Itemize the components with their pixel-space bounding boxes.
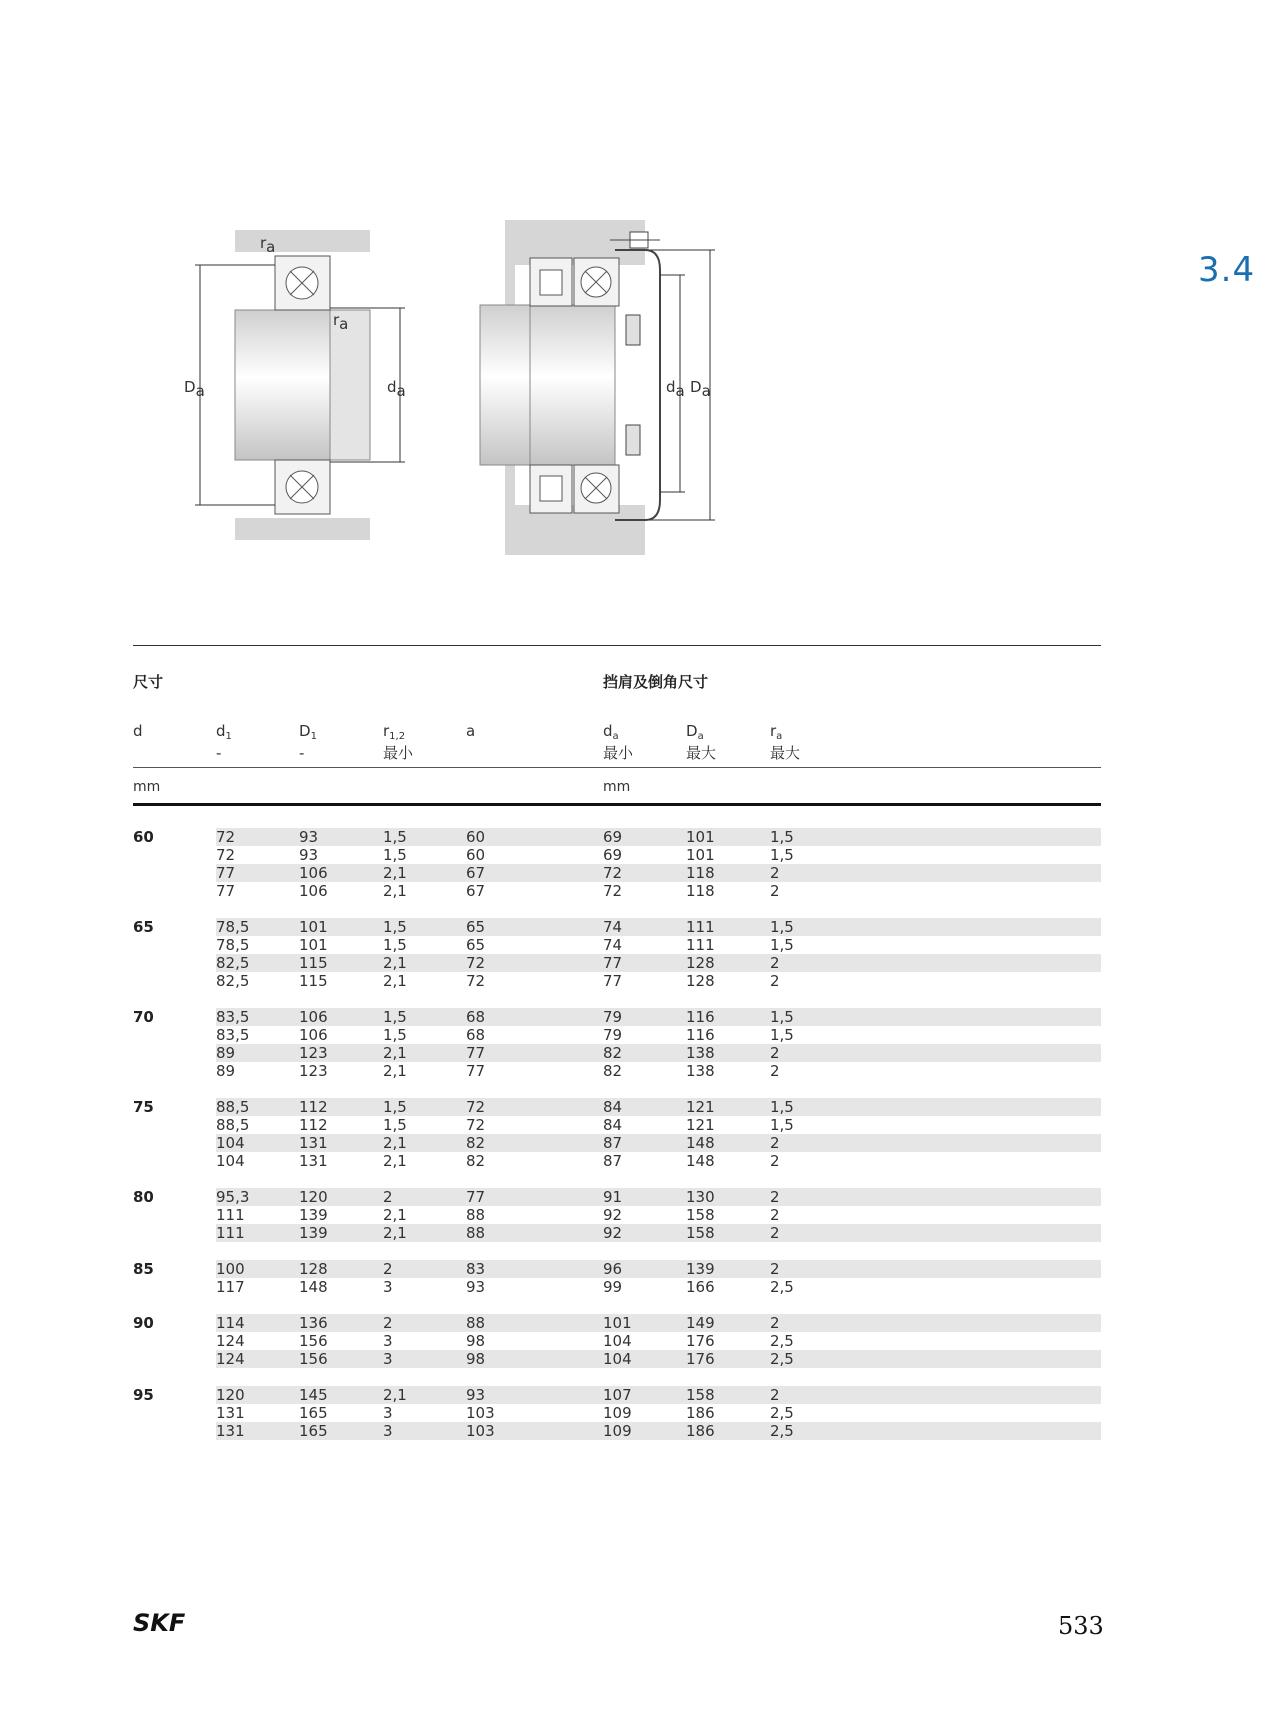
Da-cell: 186	[686, 1422, 715, 1440]
Da-cell: 118	[686, 882, 715, 900]
r12-cell: 3	[383, 1404, 393, 1422]
da-cell: 87	[603, 1152, 623, 1170]
D1-cell: 156	[299, 1350, 328, 1368]
D1-cell: 165	[299, 1422, 328, 1440]
r12-cell: 3	[383, 1422, 393, 1440]
D1-cell: 93	[299, 846, 319, 864]
ra-cell: 2	[770, 972, 780, 990]
table-row	[216, 1350, 1101, 1368]
da-cell: 79	[603, 1026, 623, 1044]
Da-cell: 148	[686, 1134, 715, 1152]
Da-cell: 118	[686, 864, 715, 882]
ra-cell: 2,5	[770, 1422, 794, 1440]
table-group	[133, 1386, 1101, 1440]
a-cell: 60	[466, 846, 486, 864]
table-row	[216, 846, 1101, 864]
Da-cell: 101	[686, 846, 715, 864]
ra-cell: 1,5	[770, 846, 794, 864]
table-row	[216, 1278, 1101, 1296]
table-group	[133, 1260, 1101, 1296]
table-row	[216, 1404, 1101, 1422]
da-cell: 77	[603, 972, 623, 990]
da-cell: 69	[603, 828, 623, 846]
col-head-da: $d_a$ 最小	[603, 722, 634, 762]
table-group	[133, 918, 1101, 990]
col-head-r12: $r_{1,2}$ 最小	[383, 722, 414, 762]
table-row	[216, 1206, 1101, 1224]
da-cell: 69	[603, 846, 623, 864]
a-cell: 82	[466, 1152, 486, 1170]
a-cell: 98	[466, 1350, 486, 1368]
da-cell: 82	[603, 1062, 623, 1080]
a-cell: 72	[466, 972, 486, 990]
ra-cell: 2	[770, 1314, 780, 1332]
Da-cell: 128	[686, 954, 715, 972]
r12-cell: 2,1	[383, 1386, 407, 1404]
mounting-drawings	[184, 220, 790, 560]
label-da-right: da	[666, 378, 685, 400]
D1-cell: 131	[299, 1134, 328, 1152]
D1-cell: 128	[299, 1260, 328, 1278]
Da-cell: 101	[686, 828, 715, 846]
table-row	[216, 1314, 1101, 1332]
r12-cell: 3	[383, 1332, 393, 1350]
r12-cell: 2,1	[383, 864, 407, 882]
D1-cell: 123	[299, 1044, 328, 1062]
unit-right: mm	[603, 779, 631, 795]
r12-cell: 1,5	[383, 1008, 407, 1026]
table-row	[216, 1260, 1101, 1278]
ra-cell: 1,5	[770, 1026, 794, 1044]
d1-cell: 72	[216, 846, 236, 864]
ra-cell: 2	[770, 1152, 780, 1170]
ra-cell: 2,5	[770, 1332, 794, 1350]
table-row	[216, 1332, 1101, 1350]
da-cell: 92	[603, 1206, 623, 1224]
ra-cell: 2	[770, 1386, 780, 1404]
da-cell: 99	[603, 1278, 623, 1296]
a-cell: 103	[466, 1422, 495, 1440]
D1-cell: 106	[299, 1026, 328, 1044]
ra-cell: 2	[770, 864, 780, 882]
col-head-Da: $D_a$ 最大	[686, 722, 717, 762]
ra-cell: 2	[770, 954, 780, 972]
D1-cell: 156	[299, 1332, 328, 1350]
label-ra-top: ra	[260, 234, 276, 256]
D1-cell: 131	[299, 1152, 328, 1170]
table-group	[133, 1188, 1101, 1242]
r12-cell: 2,1	[383, 1062, 407, 1080]
Da-cell: 111	[686, 918, 715, 936]
table-row	[216, 972, 1101, 990]
a-cell: 60	[466, 828, 486, 846]
col-head-d: d	[133, 722, 143, 740]
r12-cell: 2	[383, 1260, 393, 1278]
r12-cell: 2,1	[383, 882, 407, 900]
a-cell: 77	[466, 1062, 486, 1080]
a-cell: 77	[466, 1188, 486, 1206]
skf-logo	[133, 1609, 213, 1637]
r12-cell: 3	[383, 1350, 393, 1368]
D1-cell: 115	[299, 972, 328, 990]
table-row	[216, 1188, 1101, 1206]
a-cell: 67	[466, 882, 486, 900]
section-number: 3.4	[1198, 250, 1256, 290]
r12-cell: 2	[383, 1314, 393, 1332]
D1-cell: 136	[299, 1314, 328, 1332]
D1-cell: 112	[299, 1116, 328, 1134]
d1-cell: 78,5	[216, 936, 250, 954]
d1-cell: 131	[216, 1404, 245, 1422]
table-top-rule	[133, 645, 1101, 646]
Da-cell: 158	[686, 1386, 715, 1404]
D1-cell: 106	[299, 864, 328, 882]
table-group	[133, 1314, 1101, 1368]
ra-cell: 1,5	[770, 1116, 794, 1134]
table-row	[216, 1116, 1101, 1134]
d1-cell: 111	[216, 1224, 245, 1242]
ra-cell: 1,5	[770, 1008, 794, 1026]
da-cell: 92	[603, 1224, 623, 1242]
D1-cell: 148	[299, 1278, 328, 1296]
page-number: 533	[1058, 1612, 1104, 1640]
a-cell: 83	[466, 1260, 486, 1278]
d1-cell: 104	[216, 1152, 245, 1170]
D1-cell: 106	[299, 882, 328, 900]
ra-cell: 2	[770, 1206, 780, 1224]
table-row	[216, 1026, 1101, 1044]
Da-cell: 158	[686, 1224, 715, 1242]
da-cell: 79	[603, 1008, 623, 1026]
da-cell: 91	[603, 1188, 623, 1206]
d1-cell: 124	[216, 1332, 245, 1350]
ra-cell: 1,5	[770, 828, 794, 846]
d1-cell: 114	[216, 1314, 245, 1332]
r12-cell: 1,5	[383, 918, 407, 936]
table-group	[133, 1008, 1101, 1080]
d1-cell: 100	[216, 1260, 245, 1278]
d1-cell: 88,5	[216, 1116, 250, 1134]
d1-cell: 131	[216, 1422, 245, 1440]
a-cell: 65	[466, 936, 486, 954]
r12-cell: 1,5	[383, 1026, 407, 1044]
da-cell: 109	[603, 1422, 632, 1440]
a-cell: 98	[466, 1332, 486, 1350]
table-row	[216, 1062, 1101, 1080]
D1-cell: 145	[299, 1386, 328, 1404]
da-cell: 82	[603, 1044, 623, 1062]
d1-cell: 124	[216, 1350, 245, 1368]
bore-diameter: 85	[133, 1260, 154, 1278]
D1-cell: 120	[299, 1188, 328, 1206]
da-cell: 72	[603, 864, 623, 882]
Da-cell: 186	[686, 1404, 715, 1422]
table-header-rule	[133, 803, 1101, 806]
r12-cell: 2,1	[383, 1044, 407, 1062]
table-row	[216, 1008, 1101, 1026]
bore-diameter: 75	[133, 1098, 154, 1116]
da-cell: 84	[603, 1098, 623, 1116]
da-cell: 84	[603, 1116, 623, 1134]
Da-cell: 128	[686, 972, 715, 990]
d1-cell: 82,5	[216, 972, 250, 990]
da-cell: 101	[603, 1314, 632, 1332]
D1-cell: 93	[299, 828, 319, 846]
d1-cell: 83,5	[216, 1026, 250, 1044]
table-body	[133, 828, 1101, 1458]
D1-cell: 139	[299, 1224, 328, 1242]
d1-cell: 77	[216, 864, 236, 882]
Da-cell: 121	[686, 1098, 715, 1116]
da-cell: 107	[603, 1386, 632, 1404]
d1-cell: 95,3	[216, 1188, 250, 1206]
D1-cell: 101	[299, 918, 328, 936]
d1-cell: 120	[216, 1386, 245, 1404]
D1-cell: 101	[299, 936, 328, 954]
da-cell: 74	[603, 918, 623, 936]
table-row	[216, 1224, 1101, 1242]
a-cell: 93	[466, 1386, 486, 1404]
svg-text:SKF: SKF	[133, 1609, 186, 1637]
D1-cell: 115	[299, 954, 328, 972]
d1-cell: 77	[216, 882, 236, 900]
a-cell: 72	[466, 1098, 486, 1116]
d1-cell: 104	[216, 1134, 245, 1152]
ra-cell: 2,5	[770, 1404, 794, 1422]
Da-cell: 139	[686, 1260, 715, 1278]
a-cell: 77	[466, 1044, 486, 1062]
table-row	[216, 828, 1101, 846]
col-head-D1: $D_1$ -	[299, 722, 317, 762]
heading-dimensions: 尺寸	[133, 673, 164, 691]
ra-cell: 2	[770, 1260, 780, 1278]
ra-cell: 2	[770, 882, 780, 900]
da-cell: 72	[603, 882, 623, 900]
a-cell: 88	[466, 1314, 486, 1332]
ra-cell: 1,5	[770, 1098, 794, 1116]
ra-cell: 1,5	[770, 936, 794, 954]
table-row	[216, 864, 1101, 882]
d1-cell: 111	[216, 1206, 245, 1224]
d1-cell: 78,5	[216, 918, 250, 936]
ra-cell: 2	[770, 1134, 780, 1152]
da-cell: 87	[603, 1134, 623, 1152]
Da-cell: 166	[686, 1278, 715, 1296]
table-group	[133, 1098, 1101, 1170]
label-Da-right: Da	[690, 378, 711, 400]
Da-cell: 121	[686, 1116, 715, 1134]
Da-cell: 148	[686, 1152, 715, 1170]
r12-cell: 2,1	[383, 1134, 407, 1152]
a-cell: 68	[466, 1008, 486, 1026]
label-da-left: da	[387, 378, 406, 400]
Da-cell: 176	[686, 1350, 715, 1368]
bore-diameter: 65	[133, 918, 154, 936]
a-cell: 68	[466, 1026, 486, 1044]
table-row	[216, 954, 1101, 972]
Da-cell: 158	[686, 1206, 715, 1224]
table-mid-rule	[133, 767, 1101, 768]
bore-diameter: 95	[133, 1386, 154, 1404]
Da-cell: 176	[686, 1332, 715, 1350]
a-cell: 88	[466, 1224, 486, 1242]
Da-cell: 116	[686, 1026, 715, 1044]
a-cell: 72	[466, 1116, 486, 1134]
r12-cell: 3	[383, 1278, 393, 1296]
d1-cell: 83,5	[216, 1008, 250, 1026]
table-row	[216, 1044, 1101, 1062]
table-row	[216, 1098, 1101, 1116]
r12-cell: 2,1	[383, 1224, 407, 1242]
label-ra-mid: ra	[333, 311, 349, 333]
r12-cell: 1,5	[383, 1116, 407, 1134]
r12-cell: 2	[383, 1188, 393, 1206]
D1-cell: 123	[299, 1062, 328, 1080]
a-cell: 93	[466, 1278, 486, 1296]
table-row	[216, 1152, 1101, 1170]
Da-cell: 138	[686, 1044, 715, 1062]
bore-diameter: 90	[133, 1314, 154, 1332]
heading-abutment: 挡肩及倒角尺寸	[603, 673, 709, 691]
ra-cell: 2	[770, 1044, 780, 1062]
da-cell: 104	[603, 1332, 632, 1350]
ra-cell: 2	[770, 1188, 780, 1206]
col-head-d1: $d_1$ -	[216, 722, 232, 762]
Da-cell: 138	[686, 1062, 715, 1080]
da-cell: 96	[603, 1260, 623, 1278]
r12-cell: 1,5	[383, 828, 407, 846]
table-row	[216, 1134, 1101, 1152]
col-head-ra: $r_a$ 最大	[770, 722, 801, 762]
D1-cell: 165	[299, 1404, 328, 1422]
r12-cell: 2,1	[383, 972, 407, 990]
Da-cell: 116	[686, 1008, 715, 1026]
r12-cell: 2,1	[383, 1206, 407, 1224]
r12-cell: 1,5	[383, 1098, 407, 1116]
a-cell: 67	[466, 864, 486, 882]
D1-cell: 139	[299, 1206, 328, 1224]
d1-cell: 117	[216, 1278, 245, 1296]
ra-cell: 1,5	[770, 918, 794, 936]
Da-cell: 111	[686, 936, 715, 954]
a-cell: 103	[466, 1404, 495, 1422]
a-cell: 72	[466, 954, 486, 972]
unit-left: mm	[133, 779, 161, 795]
ra-cell: 2	[770, 1062, 780, 1080]
Da-cell: 149	[686, 1314, 715, 1332]
da-cell: 74	[603, 936, 623, 954]
table-row	[216, 1386, 1101, 1404]
right-bearing-drawing	[480, 220, 715, 555]
table-row	[216, 1422, 1101, 1440]
a-cell: 82	[466, 1134, 486, 1152]
d1-cell: 88,5	[216, 1098, 250, 1116]
table-row	[216, 918, 1101, 936]
r12-cell: 1,5	[383, 846, 407, 864]
table-row	[216, 882, 1101, 900]
da-cell: 109	[603, 1404, 632, 1422]
d1-cell: 89	[216, 1044, 236, 1062]
left-bearing-drawing	[184, 230, 406, 540]
d1-cell: 82,5	[216, 954, 250, 972]
ra-cell: 2,5	[770, 1278, 794, 1296]
label-Da-left: Da	[184, 378, 205, 400]
Da-cell: 130	[686, 1188, 715, 1206]
a-cell: 88	[466, 1206, 486, 1224]
bore-diameter: 80	[133, 1188, 154, 1206]
da-cell: 77	[603, 954, 623, 972]
bore-diameter: 70	[133, 1008, 154, 1026]
a-cell: 65	[466, 918, 486, 936]
col-head-a: a	[466, 722, 476, 740]
r12-cell: 1,5	[383, 936, 407, 954]
D1-cell: 112	[299, 1098, 328, 1116]
d1-cell: 89	[216, 1062, 236, 1080]
D1-cell: 106	[299, 1008, 328, 1026]
table-row	[216, 936, 1101, 954]
r12-cell: 2,1	[383, 954, 407, 972]
table-group	[133, 828, 1101, 900]
bore-diameter: 60	[133, 828, 154, 846]
ra-cell: 2	[770, 1224, 780, 1242]
d1-cell: 72	[216, 828, 236, 846]
ra-cell: 2,5	[770, 1350, 794, 1368]
da-cell: 104	[603, 1350, 632, 1368]
r12-cell: 2,1	[383, 1152, 407, 1170]
